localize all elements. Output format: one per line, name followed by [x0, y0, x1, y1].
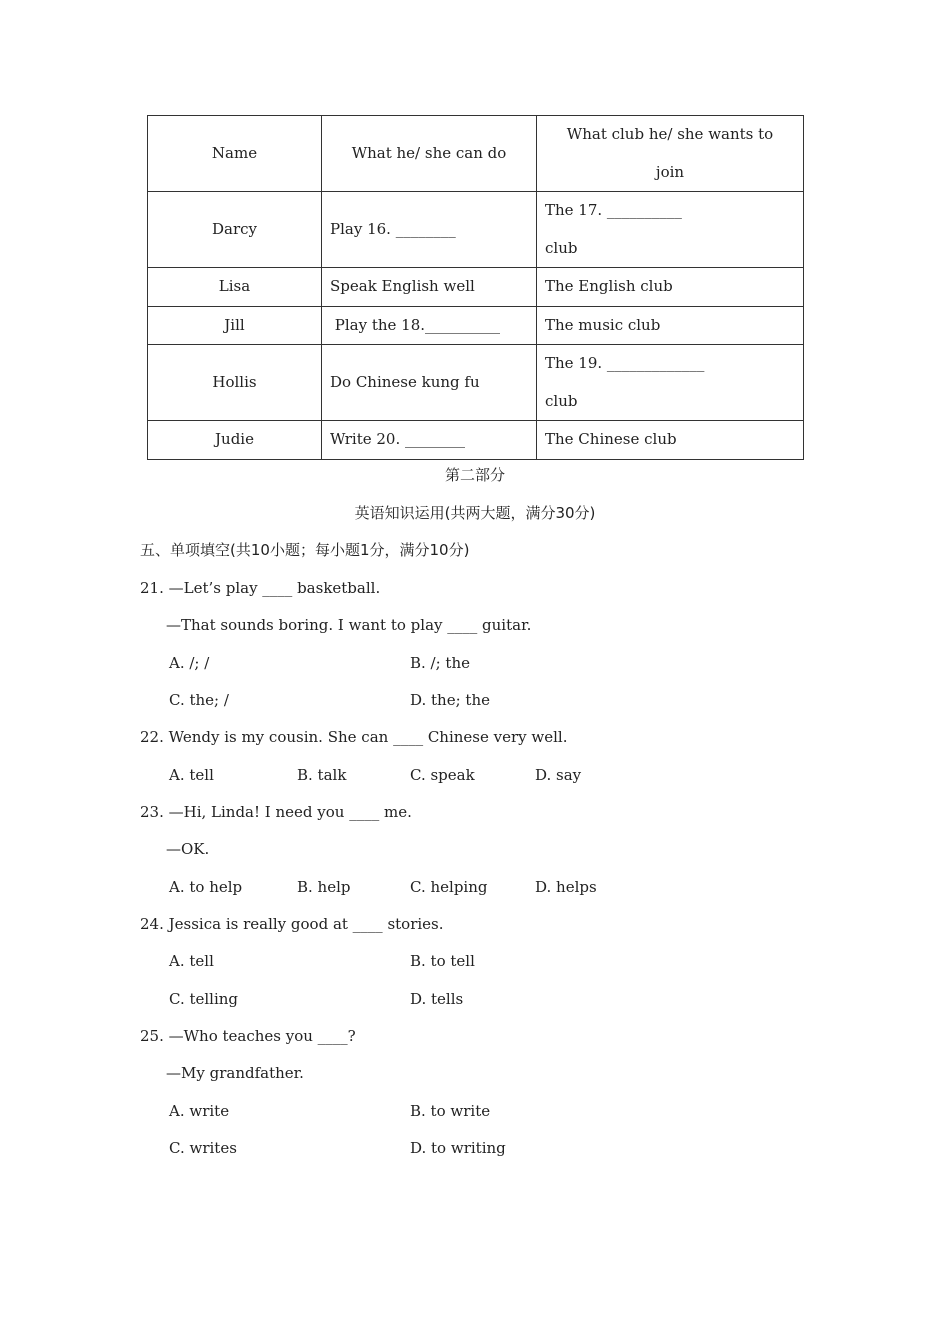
table-row: [148, 192, 804, 268]
question-21-stem-2: —That sounds boring. I want to play ____ guitar.: [166, 616, 532, 634]
row-can-do: Play the 18.__________: [322, 306, 537, 345]
row-club: The music club: [537, 306, 804, 345]
question-23-stem-2: —OK.: [166, 840, 210, 858]
row-club: The Chinese club: [537, 421, 804, 460]
row-name: Judie: [148, 421, 322, 460]
question-23-stem: 23. —Hi, Linda! I need you ____ me.: [140, 803, 412, 821]
question-24-option-a: A. tell: [169, 952, 214, 970]
row-can-do: Speak English well: [322, 268, 537, 307]
table-row: [148, 268, 804, 307]
part-title: 第二部分: [444, 466, 505, 484]
question-21-option-d: D. the; the: [410, 691, 490, 709]
question-21-option-b: B. /; the: [410, 654, 470, 672]
question-25-stem-2: —My grandfather.: [166, 1064, 304, 1082]
row-name: Jill: [148, 306, 322, 345]
question-22-option-c: C. speak: [410, 766, 475, 784]
club-table: [147, 115, 804, 460]
question-25-option-a: A. write: [169, 1102, 230, 1120]
question-21-option-c: C. the; /: [169, 691, 229, 709]
part-subtitle: 英语知识运用(共两大题，满分30分): [354, 504, 596, 522]
row-name: Darcy: [148, 192, 322, 268]
question-22-option-b: B. talk: [297, 766, 347, 784]
table-row: [148, 306, 804, 345]
question-25-option-c: C. writes: [169, 1139, 237, 1157]
header-can-do: What he/ she can do: [322, 116, 537, 192]
row-club: The 19. _____________ club: [537, 345, 804, 421]
question-21-option-a: A. /; /: [169, 654, 210, 672]
row-can-do: Write 20. ________: [322, 421, 537, 460]
row-can-do: Do Chinese kung fu: [322, 345, 537, 421]
question-25-option-b: B. to write: [410, 1102, 491, 1120]
section-heading: 五、单项填空(共10小题；每小题1分，满分10分): [140, 541, 470, 559]
header-club: What club he/ she wants to join: [537, 116, 804, 192]
row-club: The 17. __________ club: [537, 192, 804, 268]
question-24-stem: 24. Jessica is really good at ____ stories.: [140, 915, 444, 933]
row-name: Lisa: [148, 268, 322, 307]
question-23-option-d: D. helps: [535, 878, 597, 896]
question-21-stem: 21. —Let’s play ____ basketball.: [140, 579, 381, 597]
question-23-option-b: B. help: [297, 878, 351, 896]
question-24-option-c: C. telling: [169, 990, 239, 1008]
question-25-stem: 25. —Who teaches you ____?: [140, 1027, 356, 1045]
table-header-row: [148, 116, 804, 192]
table-row: [148, 345, 804, 421]
header-name: Name: [148, 116, 322, 192]
question-24-option-d: D. tells: [410, 990, 464, 1008]
question-23-option-c: C. helping: [410, 878, 488, 896]
question-23-option-a: A. to help: [169, 878, 243, 896]
table-row: [148, 421, 804, 460]
row-name: Hollis: [148, 345, 322, 421]
question-22-option-a: A. tell: [169, 766, 214, 784]
question-25-option-d: D. to writing: [410, 1139, 506, 1157]
row-club: The English club: [537, 268, 804, 307]
row-can-do: Play 16. ________: [322, 192, 537, 268]
question-22-stem: 22. Wendy is my cousin. She can ____ Chinese very well.: [140, 728, 568, 746]
question-24-option-b: B. to tell: [410, 952, 475, 970]
question-22-option-d: D. say: [535, 766, 582, 784]
